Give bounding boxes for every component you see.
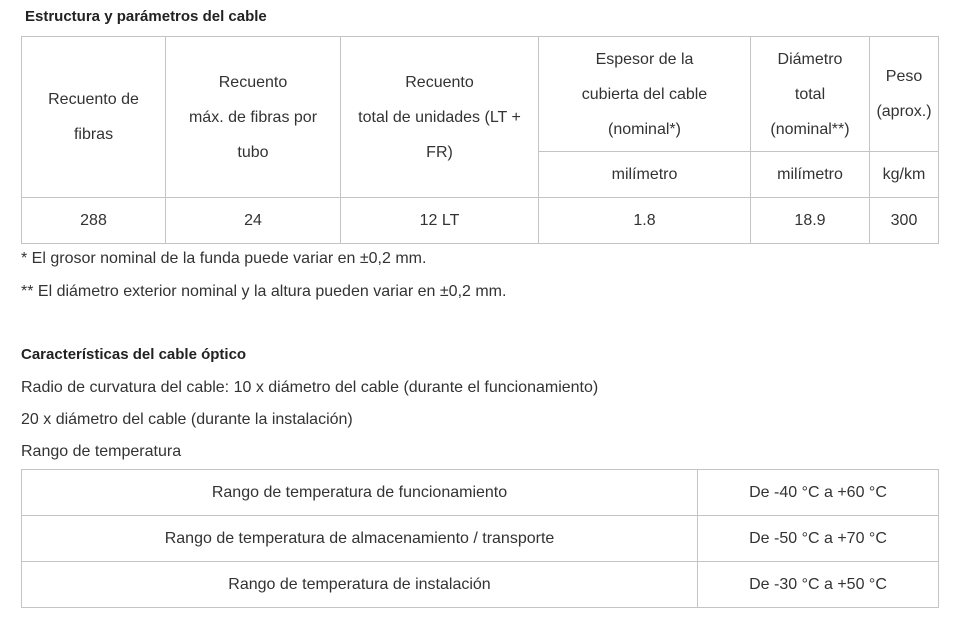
temperature-label: Rango de temperatura de instalación — [22, 562, 698, 608]
value-total-units: 12 LT — [341, 198, 539, 244]
unit-overall-diameter: milímetro — [751, 152, 870, 198]
value-jacket-thickness: 1.8 — [539, 198, 751, 244]
section-title-characteristics: Características del cable óptico — [21, 346, 247, 363]
value-fiber-count: 288 — [22, 198, 166, 244]
bend-radius-operation: Radio de curvatura del cable: 10 x diámetro del cable (durante el funcionamiento) — [21, 379, 599, 396]
footnote-jacket: * El grosor nominal de la funda puede variar en ±0,2 mm. — [21, 250, 427, 267]
table-row — [22, 470, 939, 516]
table-row — [22, 562, 939, 608]
header-weight: Peso (aprox.) — [870, 37, 939, 152]
temperature-value: De -30 °C a +50 °C — [698, 562, 939, 608]
value-max-fibers-per-tube: 24 — [166, 198, 341, 244]
table-row — [22, 516, 939, 562]
header-total-units: Recuento total de unidades (LT + FR) — [341, 37, 539, 198]
cable-parameters-table — [21, 36, 939, 244]
temperature-table — [21, 469, 939, 608]
temperature-value: De -40 °C a +60 °C — [698, 470, 939, 516]
value-overall-diameter: 18.9 — [751, 198, 870, 244]
unit-weight: kg/km — [870, 152, 939, 198]
temperature-range-label: Rango de temperatura — [21, 443, 182, 460]
header-overall-diameter: Diámetro total (nominal**) — [751, 37, 870, 152]
temperature-label: Rango de temperatura de funcionamiento — [22, 470, 698, 516]
header-fiber-count: Recuento de fibras — [22, 37, 166, 198]
header-row — [22, 37, 939, 152]
section-title-structure: Estructura y parámetros del cable — [25, 8, 267, 25]
temperature-label: Rango de temperatura de almacenamiento / transporte — [22, 516, 698, 562]
header-max-fibers-per-tube: Recuento máx. de fibras por tubo — [166, 37, 341, 198]
header-jacket-thickness: Espesor de la cubierta del cable (nominal*) — [539, 37, 751, 152]
footnote-diameter: ** El diámetro exterior nominal y la altura pueden variar en ±0,2 mm. — [21, 283, 507, 300]
table-row — [22, 198, 939, 244]
temperature-value: De -50 °C a +70 °C — [698, 516, 939, 562]
value-weight: 300 — [870, 198, 939, 244]
bend-radius-installation: 20 x diámetro del cable (durante la instalación) — [21, 411, 353, 428]
unit-jacket-thickness: milímetro — [539, 152, 751, 198]
